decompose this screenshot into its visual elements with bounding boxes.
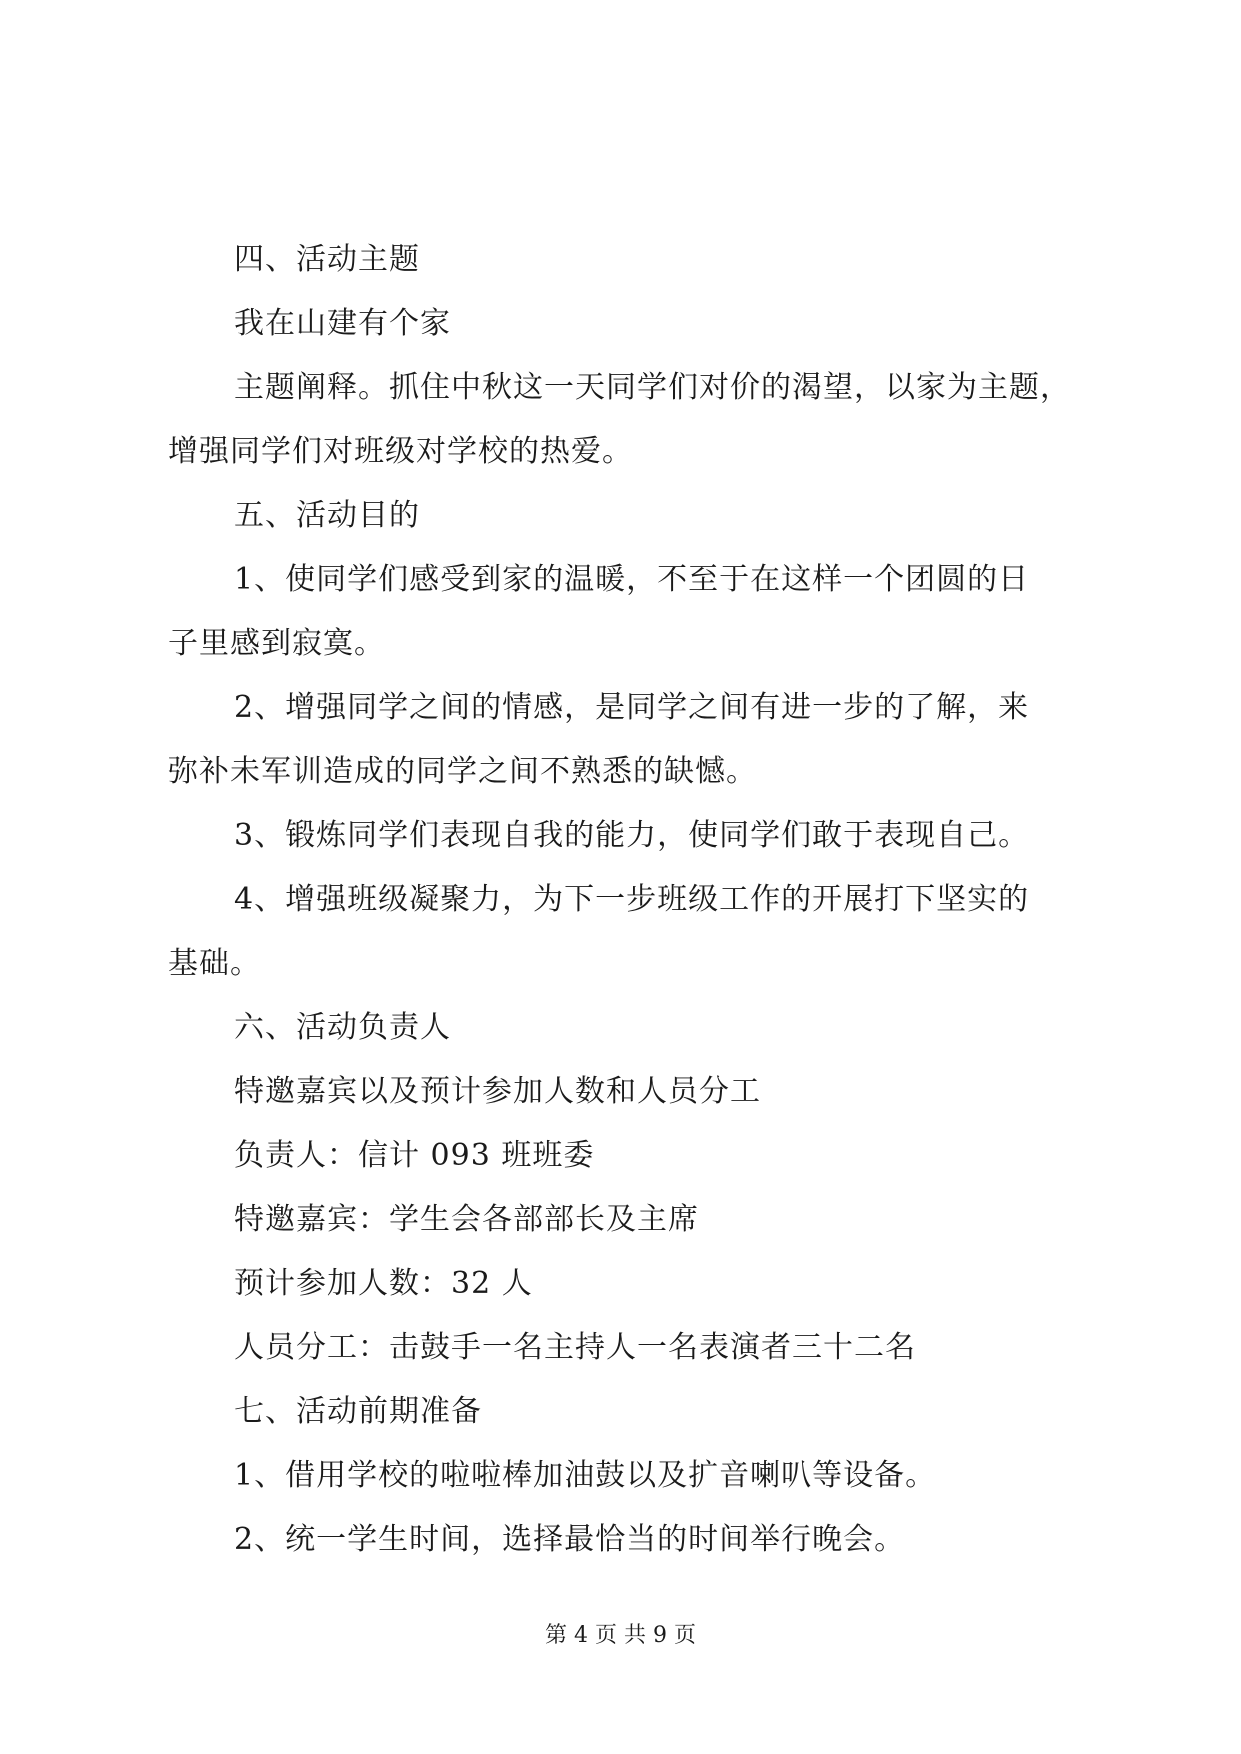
section-heading-responsible: 六、活动负责人: [234, 1010, 451, 1045]
purpose-item-3: 3、锻炼同学们表现自我的能力，使同学们敢于表现自己。: [234, 818, 1030, 853]
purpose-item-4-line-1: 4、增强班级凝聚力，为下一步班级工作的开展打下坚实的: [234, 882, 1030, 917]
purpose-item-1-line-1: 1、使同学们感受到家的温暖，不至于在这样一个团圆的日: [234, 562, 1030, 597]
section-heading-preparation: 七、活动前期准备: [234, 1394, 482, 1429]
document-body: [168, 228, 1088, 1572]
preparation-item-1: 1、借用学校的啦啦棒加油鼓以及扩音喇叭等设备。: [234, 1458, 937, 1493]
purpose-item-2-line-1: 2、增强同学之间的情感，是同学之间有进一步的了解，来: [234, 690, 1030, 725]
purpose-item-1-line-2: 子里感到寂寞。: [168, 626, 385, 661]
theme-explanation-line-2: 增强同学们对班级对学校的热爱。: [168, 434, 633, 469]
guests-subheading: 特邀嘉宾以及预计参加人数和人员分工: [234, 1074, 761, 1109]
responsible-person: 负责人：信计 093 班班委: [234, 1138, 595, 1173]
theme-title: 我在山建有个家: [234, 306, 451, 341]
special-guests: 特邀嘉宾：学生会各部部长及主席: [234, 1202, 699, 1237]
purpose-item-2-line-2: 弥补未军训造成的同学之间不熟悉的缺憾。: [168, 754, 757, 789]
purpose-item-4-line-2: 基础。: [168, 946, 261, 981]
staff-assignment: 人员分工：击鼓手一名主持人一名表演者三十二名: [234, 1330, 916, 1365]
preparation-item-2: 2、统一学生时间，选择最恰当的时间举行晚会。: [234, 1522, 906, 1557]
theme-explanation-line-1: 主题阐释。抓住中秋这一天同学们对价的渴望，以家为主题，: [234, 370, 1071, 405]
expected-attendance: 预计参加人数：32 人: [234, 1266, 533, 1301]
page-number-footer: 第 4 页 共 9 页: [545, 1623, 696, 1648]
section-heading-theme: 四、活动主题: [234, 242, 420, 277]
section-heading-purpose: 五、活动目的: [234, 498, 420, 533]
